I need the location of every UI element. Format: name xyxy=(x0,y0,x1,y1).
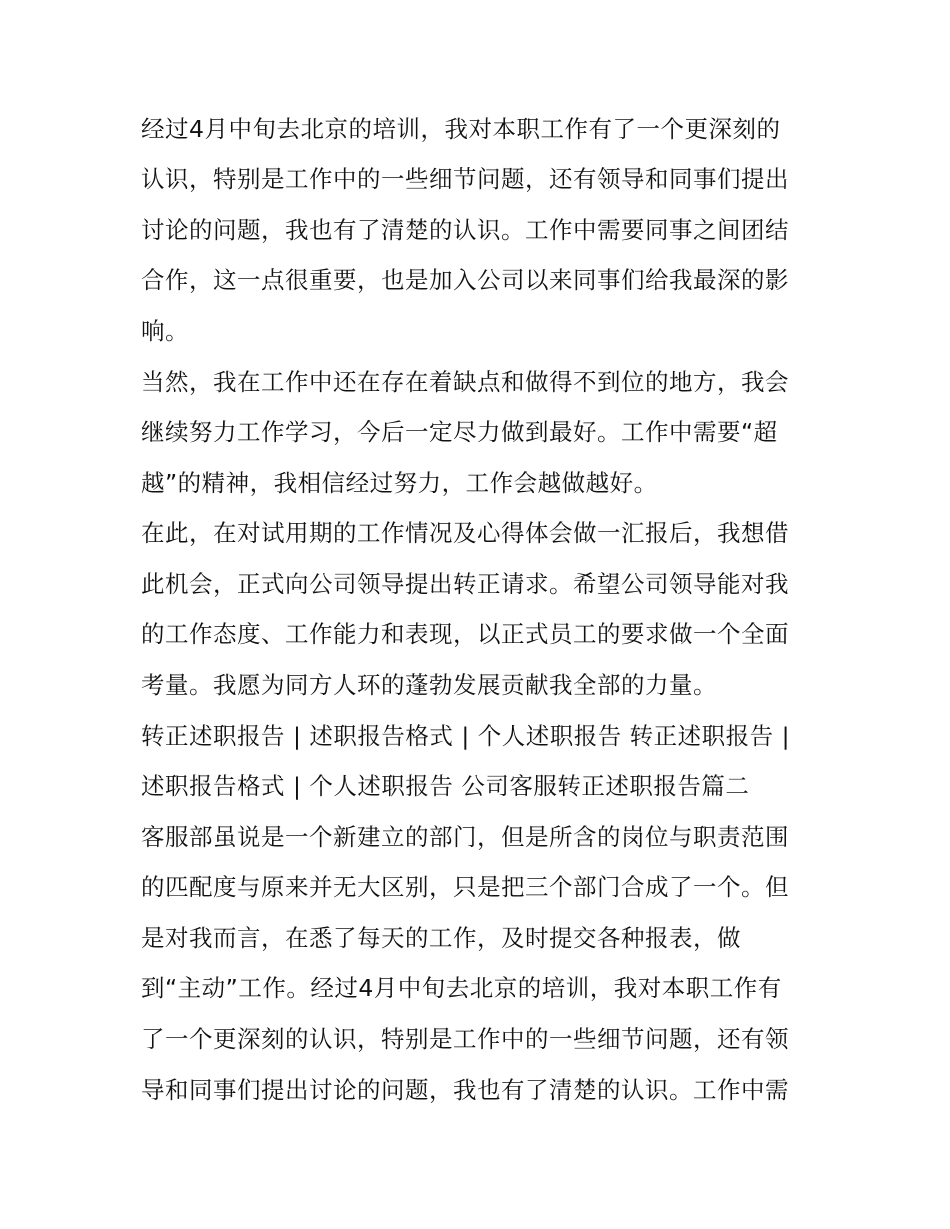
text-line: 考量。我愿为同方人环的蓬勃发展贡献我全部的力量。 xyxy=(141,671,717,699)
text-line: 在此，在对试用期的工作情况及心得体会做一汇报后，我想借 xyxy=(141,519,789,547)
text-line: 当然，我在工作中还在存在着缺点和做得不到位的地方，我会 xyxy=(141,368,789,396)
text-line: 认识，特别是工作中的一些细节问题，还有领导和同事们提出 xyxy=(141,165,789,193)
text-line: 的匹配度与原来并无大区别，只是把三个部门合成了一个。但 xyxy=(141,873,789,901)
text-line: 了一个更深刻的认识，特别是工作中的一些细节问题，还有领 xyxy=(141,1025,789,1053)
text-line: 到“主动”工作。经过4月中旬去北京的培训，我对本职工作有 xyxy=(141,974,782,1002)
text-line: 讨论的问题，我也有了清楚的认识。工作中需要同事之间团结 xyxy=(141,216,789,244)
text-line: 经过4月中旬去北京的培训，我对本职工作有了一个更深刻的 xyxy=(141,115,781,143)
text-line: 合作，这一点很重要，也是加入公司以来同事们给我最深的影 xyxy=(141,266,789,294)
text-line: 转正述职报告 | 述职报告格式 | 个人述职报告 转正述职报告 | xyxy=(141,722,791,750)
text-line: 的工作态度、工作能力和表现，以正式员工的要求做一个全面 xyxy=(141,620,789,648)
text-line: 响。 xyxy=(141,317,189,345)
text-line: 客服部虽说是一个新建立的部门，但是所含的岗位与职责范围 xyxy=(141,823,789,851)
text-line: 越”的精神，我相信经过努力，工作会越做越好。 xyxy=(141,469,658,497)
text-line: 是对我而言，在悉了每天的工作，及时提交各种报表，做 xyxy=(141,924,741,952)
text-line: 导和同事们提出讨论的问题，我也有了清楚的认识。工作中需 xyxy=(141,1076,789,1104)
text-line: 继续努力工作学习，今后一定尽力做到最好。工作中需要“超 xyxy=(141,418,778,446)
text-line: 此机会，正式向公司领导提出转正请求。希望公司领导能对我 xyxy=(141,570,789,598)
text-line: 述职报告格式 | 个人述职报告 公司客服转正述职报告篇二 xyxy=(141,772,750,800)
